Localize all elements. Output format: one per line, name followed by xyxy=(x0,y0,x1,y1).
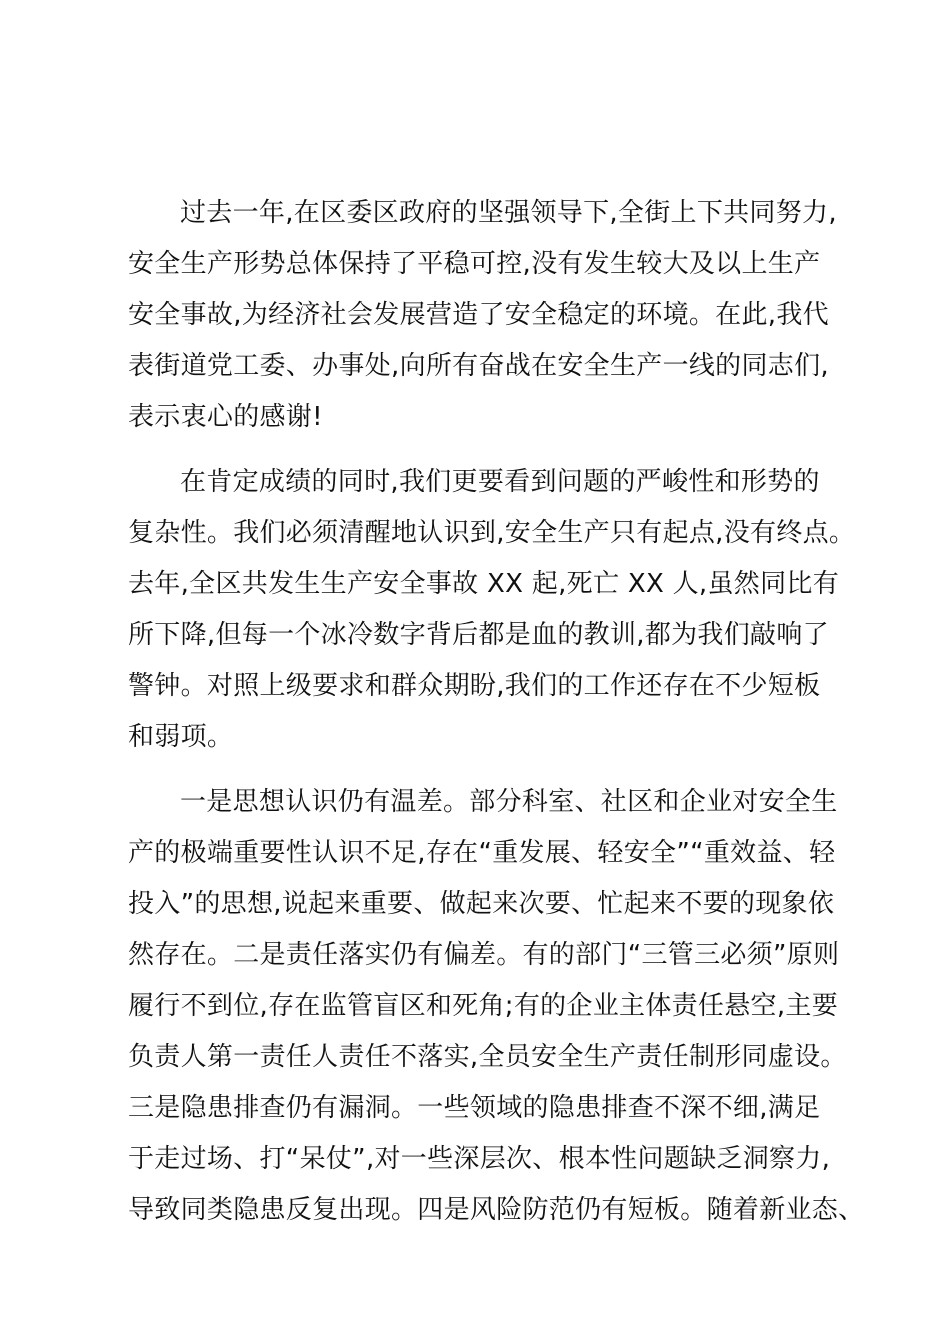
text-line: 于走过场、打“呆仗”,对一些深层次、根本性问题缺乏洞察力, xyxy=(128,1144,831,1174)
text-line: 然存在。二是责任落实仍有偏差。有的部门“三管三必须”原则 xyxy=(128,940,840,970)
text-line: 产的极端重要性认识不足,存在“重发展、轻安全”“重效益、轻 xyxy=(128,838,836,868)
text-line: 安全事故,为经济社会发展营造了安全稳定的环境。在此,我代 xyxy=(128,300,829,330)
paragraph-1 xyxy=(128,188,837,443)
text-line: 导致同类隐患反复出现。四是风险防范仍有短板。随着新业态、 xyxy=(128,1195,865,1225)
text-line: 一是思想认识仍有温差。部分科室、社区和企业对安全生 xyxy=(180,787,838,817)
text-line: 表街道党工委、办事处,向所有奋战在安全生产一线的同志们, xyxy=(128,351,829,381)
paragraph-spacer xyxy=(128,443,828,457)
text-line: 所下降,但每一个冰冷数字背后都是血的教训,都为我们敲响了 xyxy=(128,620,829,650)
text-line: 安全生产形势总体保持了平稳可控,没有发生较大及以上生产 xyxy=(128,249,821,279)
text-line: 在肯定成绩的同时,我们更要看到问题的严峻性和形势的 xyxy=(180,467,820,497)
text-line: 负责人第一责任人责任不落实,全员安全生产责任制形同虚设。 xyxy=(128,1042,847,1072)
paragraph-spacer xyxy=(128,763,828,777)
document-body xyxy=(128,188,865,1236)
text-line: 表示衷心的感谢! xyxy=(128,402,323,432)
text-line: 复杂性。我们必须清醒地认识到,安全生产只有起点,没有终点。 xyxy=(128,518,856,548)
text-line: 过去一年,在区委区政府的坚强领导下,全街上下共同努力, xyxy=(180,198,837,228)
paragraph-2 xyxy=(128,457,856,763)
text-line: 投入”的思想,说起来重要、做起来次要、忙起来不要的现象依 xyxy=(128,889,835,919)
text-line: 三是隐患排查仍有漏洞。一些领域的隐患排查不深不细,满足 xyxy=(128,1093,821,1123)
text-line: 和弱项。 xyxy=(128,722,234,752)
text-line: 履行不到位,存在监管盲区和死角;有的企业主体责任悬空,主要 xyxy=(128,991,838,1021)
paragraph-3 xyxy=(128,777,865,1236)
text-line: 警钟。对照上级要求和群众期盼,我们的工作还存在不少短板 xyxy=(128,671,821,701)
text-line: 去年,全区共发生生产安全事故 XX 起,死亡 XX 人,虽然同比有 xyxy=(128,569,839,599)
